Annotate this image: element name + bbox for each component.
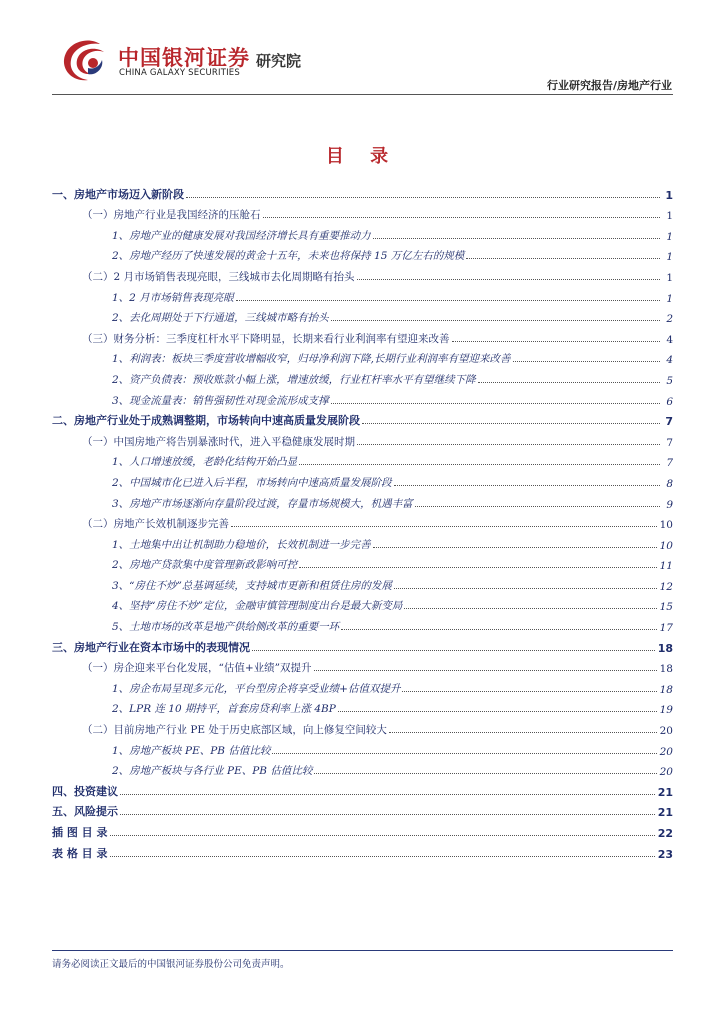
- galaxy-logo-icon: [60, 38, 108, 82]
- toc-leader-dots: [373, 238, 660, 239]
- toc-entry-page: 7: [665, 415, 673, 429]
- toc-entry-page: 12: [659, 580, 673, 593]
- toc-entry-label: （二）房地产长效机制逐步完善: [82, 518, 229, 531]
- toc-entry-level-2[interactable]: [52, 202, 673, 223]
- toc-entry-label: （一）房企迎来平台化发展，“估值+业绩”双提升: [82, 662, 312, 675]
- toc-entry-level-3[interactable]: [52, 469, 673, 490]
- toc-entry-page: 19: [659, 704, 673, 717]
- toc-title: 目 录: [325, 146, 399, 167]
- toc-entry-page: 5: [666, 374, 673, 387]
- toc-entry-level-3[interactable]: [52, 366, 673, 387]
- toc-entry-level-3[interactable]: [52, 305, 673, 326]
- toc-entry-level-3[interactable]: [52, 696, 673, 717]
- toc-entry-label: 1、土地集中出让机制助力稳地价，长效机制进一步完善: [112, 538, 371, 551]
- toc-leader-dots: [389, 732, 657, 733]
- toc-entry-level-1[interactable]: [52, 181, 673, 202]
- toc-entry-label: 1、房地产业的健康发展对我国经济增长具有重要推动力: [112, 229, 371, 242]
- toc-leader-dots: [120, 794, 655, 795]
- toc-entry-level-3[interactable]: [52, 758, 673, 779]
- toc-entry-page: 20: [659, 725, 673, 738]
- toc-entry-level-3[interactable]: [52, 737, 673, 758]
- footer-disclaimer: 请务必阅读正文最后的中国银河证券股份公司免责声明。: [52, 959, 290, 970]
- toc-entry-page: 7: [666, 436, 673, 449]
- toc-entry-page: 17: [659, 622, 673, 635]
- toc-entry-level-2[interactable]: [52, 511, 673, 532]
- document-type: 行业研究报告/房地产行业: [546, 79, 672, 92]
- toc-entry-label: （一）中国房地产将告别暴涨时代，进入平稳健康发展时期: [82, 435, 355, 448]
- toc-leader-dots: [252, 650, 655, 651]
- toc-entry-page: 18: [659, 683, 673, 696]
- toc-entry-label: 1、房地产板块 PE、PB 估值比较: [112, 744, 271, 757]
- toc-entry-page: 9: [666, 498, 673, 511]
- brand-name-en: CHINA GALAXY SECURITIES: [119, 68, 240, 78]
- toc-entry-label: 2、去化周期处于下行通道，三线城市略有抬头: [112, 312, 329, 325]
- toc-entry-level-3[interactable]: [52, 284, 673, 305]
- toc-entry-page: 1: [665, 188, 673, 202]
- toc-leader-dots: [331, 403, 660, 404]
- toc-entry-level-1[interactable]: [52, 778, 673, 799]
- toc-entry-label: 3、“房住不炒”总基调延续，支持城市更新和租赁住房的发展: [112, 579, 392, 592]
- toc-entry-label: 1、利润表：板块三季度营收增幅收窄，归母净利润下降,长期行业利润率有望迎来改善: [112, 353, 511, 366]
- toc-leader-dots: [415, 506, 660, 507]
- toc-entry-level-2[interactable]: [52, 325, 673, 346]
- toc-entry-label: 5、土地市场的改革是地产供给侧改革的重要一环: [112, 621, 340, 634]
- toc-entry-label: 2、房地产贷款集中度管理新政影响可控: [112, 559, 298, 572]
- toc-entry-level-3[interactable]: [52, 552, 673, 573]
- toc-entry-page: 11: [659, 560, 673, 573]
- toc-leader-dots: [394, 485, 660, 486]
- toc-entry-label: 表 格 目 录: [52, 846, 108, 860]
- toc-entry-page: 2: [666, 313, 673, 326]
- toc-entry-page: 1: [666, 251, 673, 264]
- toc-entry-label: 二、房地产行业处于成熟调整期，市场转向中速高质量发展阶段: [52, 414, 360, 428]
- toc-entry-level-1[interactable]: [52, 408, 673, 429]
- toc-entry-level-2[interactable]: [52, 716, 673, 737]
- toc-entry-level-3[interactable]: [52, 243, 673, 264]
- toc-entry-label: 3、现金流量表：销售强韧性对现金流形成支撑: [112, 394, 329, 407]
- toc-leader-dots: [357, 279, 660, 280]
- toc-entry-page: 1: [666, 230, 673, 243]
- table-of-contents: [52, 181, 673, 861]
- toc-entry-page: 15: [659, 601, 673, 614]
- toc-entry-label: 2、LPR 连 10 期持平，首套房贷利率上涨 4BP: [112, 703, 336, 716]
- toc-entry-label: 1、2 月市场销售表现亮眼: [112, 291, 234, 304]
- toc-leader-dots: [236, 300, 660, 301]
- toc-leader-dots: [110, 856, 655, 857]
- toc-entry-label: （三）财务分析：三季度杠杆水平下降明显，长期来看行业利润率有望迎来改善: [82, 332, 450, 345]
- toc-entry-level-1[interactable]: [52, 819, 673, 840]
- toc-entry-page: 1: [666, 271, 673, 284]
- toc-entry-label: 五、风险提示: [52, 805, 118, 819]
- institute-label: 研究院: [256, 52, 302, 70]
- toc-leader-dots: [272, 753, 656, 754]
- footer-divider: [52, 950, 673, 951]
- toc-leader-dots: [338, 711, 657, 712]
- page-header: [0, 0, 724, 100]
- toc-entry-level-3[interactable]: [52, 449, 673, 470]
- toc-leader-dots: [404, 608, 656, 609]
- toc-entry-label: 插 图 目 录: [52, 826, 108, 839]
- toc-leader-dots: [331, 320, 660, 321]
- toc-entry-label: 3、房地产市场逐渐向存量阶段过渡，存量市场规模大，机遇丰富: [112, 497, 413, 510]
- toc-entry-label: 1、房企布局呈现多元化，平台型房企将享受业绩+估值双提升: [112, 682, 401, 695]
- brand-name-cn: 中国银河证券: [118, 46, 250, 70]
- toc-entry-page: 1: [666, 210, 673, 223]
- toc-leader-dots: [263, 217, 661, 218]
- toc-entry-level-3[interactable]: [52, 613, 673, 634]
- toc-entry-page: 10: [659, 539, 673, 552]
- toc-entry-label: 1、人口增速放缓，老龄化结构开始凸显: [112, 456, 298, 469]
- toc-entry-label: （二）目前房地产行业 PE 处于历史底部区域，向上修复空间较大: [82, 724, 387, 737]
- toc-entry-page: 21: [657, 785, 673, 799]
- toc-leader-dots: [314, 773, 656, 774]
- toc-leader-dots: [373, 547, 657, 548]
- toc-entry-level-1[interactable]: [52, 634, 673, 655]
- toc-leader-dots: [299, 567, 656, 568]
- toc-entry-level-3[interactable]: [52, 531, 673, 552]
- toc-entry-page: 8: [666, 477, 673, 490]
- header-divider: [52, 94, 673, 95]
- toc-leader-dots: [186, 197, 660, 198]
- toc-leader-dots: [341, 629, 656, 630]
- toc-entry-page: 18: [659, 663, 673, 676]
- toc-leader-dots: [314, 670, 657, 671]
- toc-entry-label: 4、坚持“房住不炒”定位，金融审慎管理制度出台是最大新变局: [112, 600, 403, 613]
- toc-leader-dots: [478, 382, 660, 383]
- toc-entry-level-2[interactable]: [52, 263, 673, 284]
- toc-entry-level-3[interactable]: [52, 387, 673, 408]
- toc-entry-page: 18: [657, 641, 673, 655]
- toc-leader-dots: [357, 444, 660, 445]
- toc-entry-level-2[interactable]: [52, 655, 673, 676]
- toc-entry-level-3[interactable]: [52, 675, 673, 696]
- toc-leader-dots: [362, 423, 660, 424]
- toc-leader-dots: [466, 258, 660, 259]
- toc-entry-page: 7: [666, 457, 673, 470]
- toc-entry-page: 6: [666, 395, 673, 408]
- toc-leader-dots: [110, 835, 655, 836]
- toc-entry-level-3[interactable]: [52, 490, 673, 511]
- toc-entry-level-2[interactable]: [52, 428, 673, 449]
- toc-entry-level-3[interactable]: [52, 593, 673, 614]
- toc-entry-level-3[interactable]: [52, 222, 673, 243]
- toc-entry-page: 23: [657, 847, 673, 861]
- toc-entry-page: 20: [659, 745, 673, 758]
- toc-leader-dots: [402, 691, 656, 692]
- toc-entry-page: 1: [666, 292, 673, 305]
- toc-entry-page: 4: [666, 354, 673, 367]
- toc-entry-page: 10: [659, 519, 673, 532]
- toc-entry-level-1[interactable]: [52, 799, 673, 820]
- toc-entry-label: 2、中国城市化已进入后半程，市场转向中速高质量发展阶段: [112, 476, 392, 489]
- toc-entry-page: 21: [657, 806, 673, 820]
- toc-entry-label: 一、房地产市场迈入新阶段: [52, 187, 184, 201]
- toc-leader-dots: [231, 526, 657, 527]
- toc-leader-dots: [513, 361, 660, 362]
- toc-entry-page: 20: [659, 766, 673, 779]
- toc-leader-dots: [120, 814, 655, 815]
- toc-leader-dots: [299, 464, 660, 465]
- toc-entry-label: 2、资产负债表：预收账款小幅上涨，增速放缓，行业杠杆率水平有望继续下降: [112, 373, 476, 386]
- toc-entry-label: 2、房地产板块与各行业 PE、PB 估值比较: [112, 765, 313, 778]
- toc-entry-level-3[interactable]: [52, 572, 673, 593]
- toc-entry-label: （二）2 月市场销售表现亮眼，三线城市去化周期略有抬头: [82, 270, 355, 283]
- toc-entry-page: 22: [657, 827, 673, 840]
- toc-leader-dots: [394, 588, 657, 589]
- toc-entry-label: （一）房地产行业是我国经济的压舱石: [82, 209, 261, 222]
- toc-leader-dots: [452, 341, 661, 342]
- toc-entry-label: 四、投资建议: [52, 784, 118, 798]
- toc-entry-label: 2、房地产经历了快速发展的黄金十五年，未来也将保持 15 万亿左右的规模: [112, 250, 465, 263]
- toc-entry-level-3[interactable]: [52, 346, 673, 367]
- toc-entry-level-1[interactable]: [52, 840, 673, 861]
- toc-entry-label: 三、房地产行业在资本市场中的表现情况: [52, 640, 250, 654]
- toc-entry-page: 4: [666, 333, 673, 346]
